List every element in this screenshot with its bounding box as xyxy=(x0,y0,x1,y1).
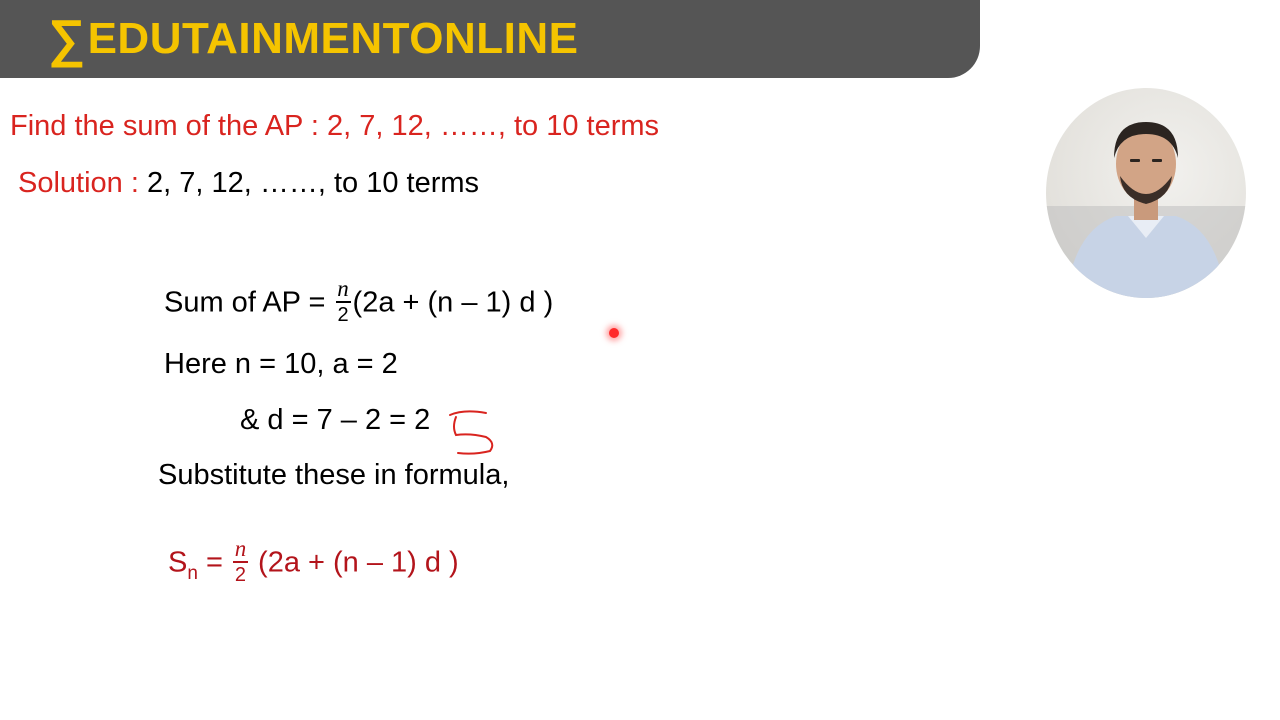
brand-title: EDUTAINMENTONLINE xyxy=(87,14,579,63)
sn-formula xyxy=(168,536,459,588)
substitute-text: Substitute these in formula, xyxy=(158,459,510,491)
formula-fraction xyxy=(336,278,351,326)
solution-line xyxy=(18,167,479,200)
sn-fraction-bar xyxy=(233,561,248,563)
fraction-denominator: 2 xyxy=(337,303,349,326)
fraction-bar xyxy=(336,301,351,303)
presenter-illustration xyxy=(1046,88,1246,298)
values-line-2: & d = 7 – 2 = 2 xyxy=(240,404,431,436)
sn-fraction-denominator: 2 xyxy=(234,563,247,586)
sn-base: S xyxy=(168,546,188,579)
presenter-avatar-icon xyxy=(1046,88,1246,298)
brand-logo xyxy=(48,2,578,76)
sum-of-ap-formula xyxy=(164,276,554,328)
sn-fraction-numerator: n xyxy=(234,536,247,561)
header-bar xyxy=(0,0,980,78)
formula-prefix: Sum of AP = xyxy=(164,286,334,319)
sn-suffix: (2a + (n – 1) d ) xyxy=(249,546,459,579)
solution-text: 2, 7, 12, ……, to 10 terms xyxy=(138,167,480,199)
formula-suffix: (2a + (n – 1) d ) xyxy=(352,286,554,319)
handwritten-annotation-icon xyxy=(440,405,500,461)
sigma-icon: ∑ xyxy=(48,10,86,68)
sn-equals: = xyxy=(197,546,231,579)
sn-subscript: n xyxy=(187,563,198,585)
laser-pointer-icon xyxy=(609,328,619,338)
sn-fraction xyxy=(233,538,248,586)
values-line-1: Here n = 10, a = 2 xyxy=(164,348,398,380)
question-text: Find the sum of the AP : 2, 7, 12, ……, to 10 terms xyxy=(10,110,660,142)
solution-label: Solution : xyxy=(18,167,139,199)
fraction-numerator: n xyxy=(337,276,349,301)
